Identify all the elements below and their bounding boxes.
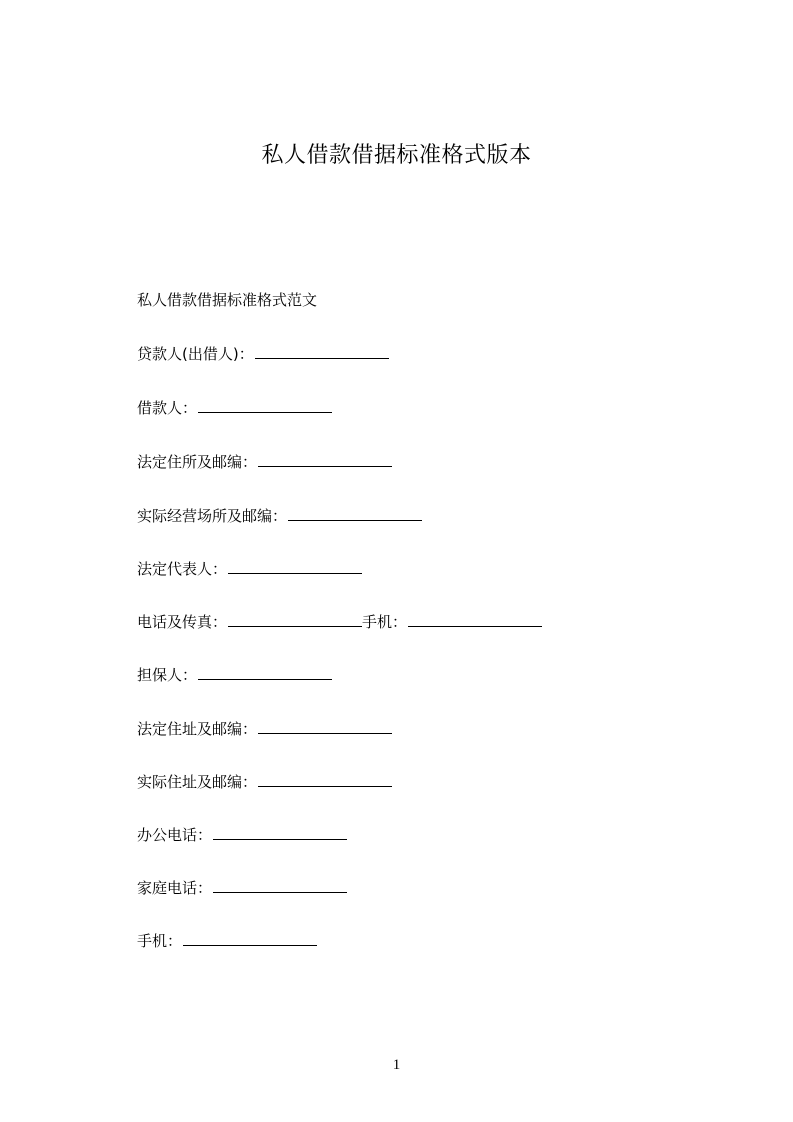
borrower-blank-line[interactable] [198, 396, 332, 413]
guarantor-legal-address-blank-line[interactable] [258, 717, 392, 734]
legal-representative-label: 法定代表人： [137, 560, 228, 578]
phone-fax-field-row [137, 610, 542, 634]
lender-label: 贷款人(出借人)： [137, 345, 254, 363]
mobile-blank-line[interactable] [183, 929, 317, 946]
home-phone-blank-line[interactable] [213, 876, 347, 893]
business-address-field-row [137, 504, 422, 528]
legal-address-field-row [137, 450, 392, 474]
document-subtitle: 私人借款借据标准格式范文 [137, 291, 318, 309]
home-phone-field-row [137, 876, 347, 900]
guarantor-actual-address-blank-line[interactable] [258, 770, 392, 787]
page-number: 1 [392, 1057, 401, 1073]
office-phone-label: 办公电话： [137, 826, 213, 844]
guarantor-label: 担保人： [137, 666, 198, 684]
office-phone-blank-line[interactable] [213, 823, 347, 840]
legal-representative-field-row [137, 557, 362, 581]
business-address-label: 实际经营场所及邮编： [137, 507, 288, 525]
office-phone-field-row [137, 823, 347, 847]
guarantor-field-row [137, 663, 332, 687]
mobile-inline-label: 手机： [362, 613, 408, 631]
mobile-inline-blank-line[interactable] [408, 610, 542, 627]
home-phone-label: 家庭电话： [137, 879, 213, 897]
mobile-field-row [137, 929, 317, 953]
lender-field-row [137, 342, 389, 366]
guarantor-legal-address-field-row [137, 717, 392, 741]
business-address-blank-line[interactable] [288, 504, 422, 521]
borrower-label: 借款人： [137, 399, 198, 417]
guarantor-actual-address-field-row [137, 770, 392, 794]
document-title: 私人借款借据标准格式版本 [261, 143, 532, 168]
phone-fax-blank-line[interactable] [228, 610, 362, 627]
legal-address-blank-line[interactable] [258, 450, 392, 467]
legal-address-label: 法定住所及邮编： [137, 453, 258, 471]
guarantor-blank-line[interactable] [198, 663, 332, 680]
guarantor-actual-address-label: 实际住址及邮编： [137, 773, 258, 791]
lender-blank-line[interactable] [255, 342, 389, 359]
legal-representative-blank-line[interactable] [228, 557, 362, 574]
borrower-field-row [137, 396, 332, 420]
guarantor-legal-address-label: 法定住址及邮编： [137, 720, 258, 738]
phone-fax-label: 电话及传真： [137, 613, 228, 631]
mobile-label: 手机： [137, 932, 183, 950]
